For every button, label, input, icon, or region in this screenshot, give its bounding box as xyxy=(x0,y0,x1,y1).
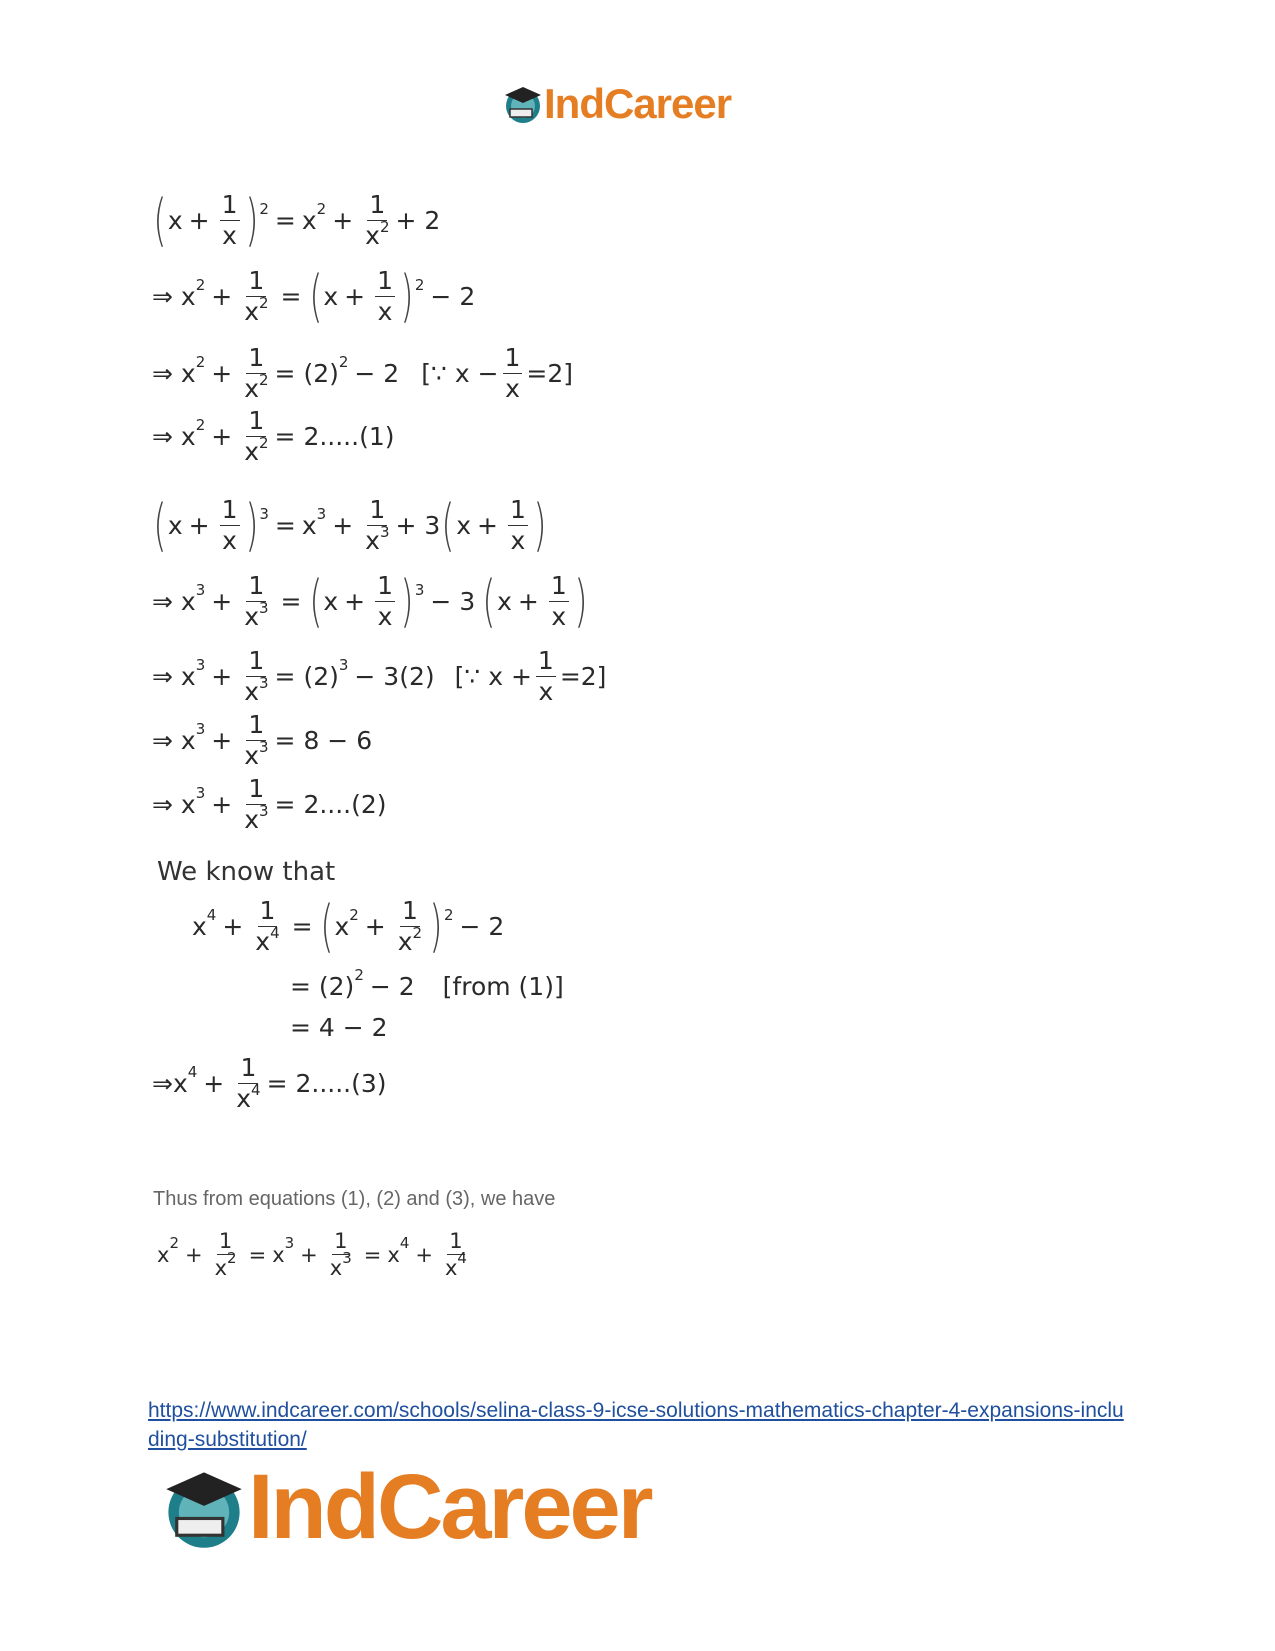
equation-text: − 2 xyxy=(354,359,400,389)
equation-line: ⇒ x $^3$ + $\frac{1}{x^3}$ = 2....(2) xyxy=(152,774,387,835)
equation-text: + 2 xyxy=(395,206,441,236)
equation-line: ⇒x $^4$ + $\frac{1}{x^4}$ = 2.....(3) xyxy=(152,1053,387,1114)
equation-text: − 3 xyxy=(430,587,476,617)
equation-text: = (2) xyxy=(274,359,339,389)
footer-logo xyxy=(160,1455,651,1560)
equation-line: ⇒ x $^3$ + $\frac{1}{x^3}$ = (2) $^3$ − 3(2) [∵ x + $\frac{1}{x}$ =2] xyxy=(152,646,607,707)
equation-line: ⇒ x $^2$ + $\frac{1}{x^2}$ = (2) $^2$ − 2 [∵ x − $\frac{1}{x}$ =2] xyxy=(152,343,574,404)
equation-text: = (2) xyxy=(290,972,355,1001)
equation-line: x $^4$ + $\frac{1}{x^4}$ = ( x $^2$ + $\frac{1}{x^2}$ ) $^2$ − 2 xyxy=(192,893,505,959)
reason-text: [∵ x + xyxy=(454,662,532,692)
equation-text: = 2.....(3) xyxy=(266,1069,387,1099)
equation-text: = 2.....(1) xyxy=(274,422,395,452)
equation-line: ⇒ x $^2$ + $\frac{1}{x^2}$ = 2.....(1) xyxy=(152,406,395,467)
equation-text: − 2 xyxy=(459,912,505,942)
final-equation: x $^2$ + $\frac{1}{x^2}$ = x $^3$ + $\frac{1}{x^3}$ = x $^4$ + $\frac{1}{x^4}$ xyxy=(157,1229,467,1281)
equation-text: − 2 xyxy=(430,282,476,312)
equation-text: − 3(2) xyxy=(354,662,435,692)
equation-line: ⇒ x $^3$ + $\frac{1}{x^3}$ = 8 − 6 xyxy=(152,710,373,771)
logo-wordmark: IndCareer xyxy=(248,1456,651,1558)
graduation-globe-icon xyxy=(502,83,544,125)
source-link[interactable]: https://www.indcareer.com/schools/selina-class-9-icse-solutions-mathematics-chapter-4-expansions-including-substitution/ xyxy=(148,1399,1124,1451)
we-know-text: We know that xyxy=(157,857,336,887)
equation-text: = 2....(2) xyxy=(274,790,387,820)
reason-text: [from (1)] xyxy=(442,972,564,1001)
logo-wordmark: IndCareer xyxy=(544,80,732,127)
reason-text: [∵ x − xyxy=(421,359,499,389)
equation-text: + 3 xyxy=(395,511,441,541)
conclusion-text: Thus from equations (1), (2) and (3), we have xyxy=(153,1188,556,1210)
equation-text: = 8 − 6 xyxy=(274,726,373,756)
equation-text: − 2 xyxy=(369,972,415,1001)
reason-text: =2] xyxy=(526,359,574,389)
equation-line: ⇒ x $^2$ + $\frac{1}{x^2}$ = ( x + $\frac{1}{x}$ ) $^2$ − 2 xyxy=(152,263,476,329)
equation-line: ( x + $\frac{1}{x}$ ) $^3$ = x $^3$ + $\frac{1}{x^3}$ + 3 ( x + $\frac{1}{x}$ ) xyxy=(153,492,547,558)
equation-line xyxy=(290,1013,388,1042)
equation-line: ⇒ x $^3$ + $\frac{1}{x^3}$ = ( x + $\frac{1}{x}$ ) $^3$ − 3 ( x + $\frac{1}{x}$ ) xyxy=(152,568,588,634)
reason-text: =2] xyxy=(559,662,607,692)
graduation-globe-icon xyxy=(160,1464,248,1552)
equation-text: = 4 − 2 xyxy=(290,1013,388,1042)
equation-line: = (2) $^2$ − 2 [from (1)] xyxy=(290,965,564,1001)
header-logo xyxy=(502,80,731,128)
equation-line: ( x + $\frac{1}{x}$ ) $^2$ = x $^2$ + $\frac{1}{x^2}$ + 2 xyxy=(153,187,441,253)
equation-text: = (2) xyxy=(274,662,339,692)
